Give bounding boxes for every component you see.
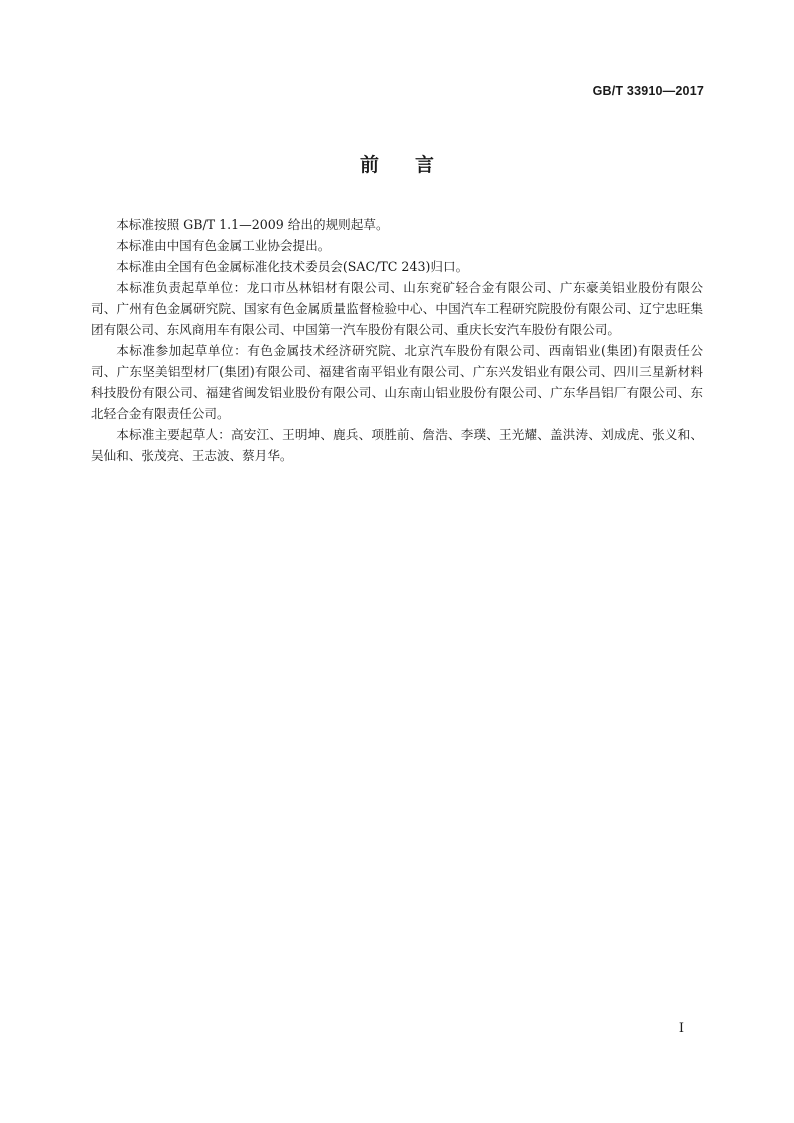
foreword-body xyxy=(91,214,703,466)
paragraph-main-drafters: 本标准主要起草人：高安江、王明坤、鹿兵、项胜前、詹浩、李璞、王光耀、盖洪涛、刘成虎、张义和、吴仙和、张茂亮、王志波、蔡月华。 xyxy=(91,427,703,463)
paragraph-drafting-rules: 本标准按照 GB/T 1.1—2009 给出的规则起草。 xyxy=(116,217,389,232)
page-number: I xyxy=(678,1021,684,1036)
standard-code: GB/T 33910—2017 xyxy=(592,84,704,98)
paragraph-proposer: 本标准由中国有色金属工业协会提出。 xyxy=(116,238,331,253)
paragraph-participating-drafters: 本标准参加起草单位：有色金属技术经济研究院、北京汽车股份有限公司、西南铝业(集团)有限责任公司、广东坚美铝型材厂(集团)有限公司、福建省南平铝业有限公司、广东兴发铝业有限公司、四川三星新材料科技股份有限公司、福建省闽发铝业股份有限公司、山东南山铝业股份有限公司、广东华昌铝厂有限公司、东北轻合金有限责任公司。 xyxy=(91,343,703,421)
paragraph-lead-drafters: 本标准负责起草单位：龙口市丛林铝材有限公司、山东兖矿轻合金有限公司、广东豪美铝业股份有限公司、广州有色金属研究院、国家有色金属质量监督检验中心、中国汽车工程研究院股份有限公司、辽宁忠旺集团有限公司、东风商用车有限公司、中国第一汽车股份有限公司、重庆长安汽车股份有限公司。 xyxy=(91,280,703,337)
page-title: 前言 xyxy=(359,154,470,176)
paragraph-committee: 本标准由全国有色金属标准化技术委员会(SAC/TC 243)归口。 xyxy=(116,259,469,274)
